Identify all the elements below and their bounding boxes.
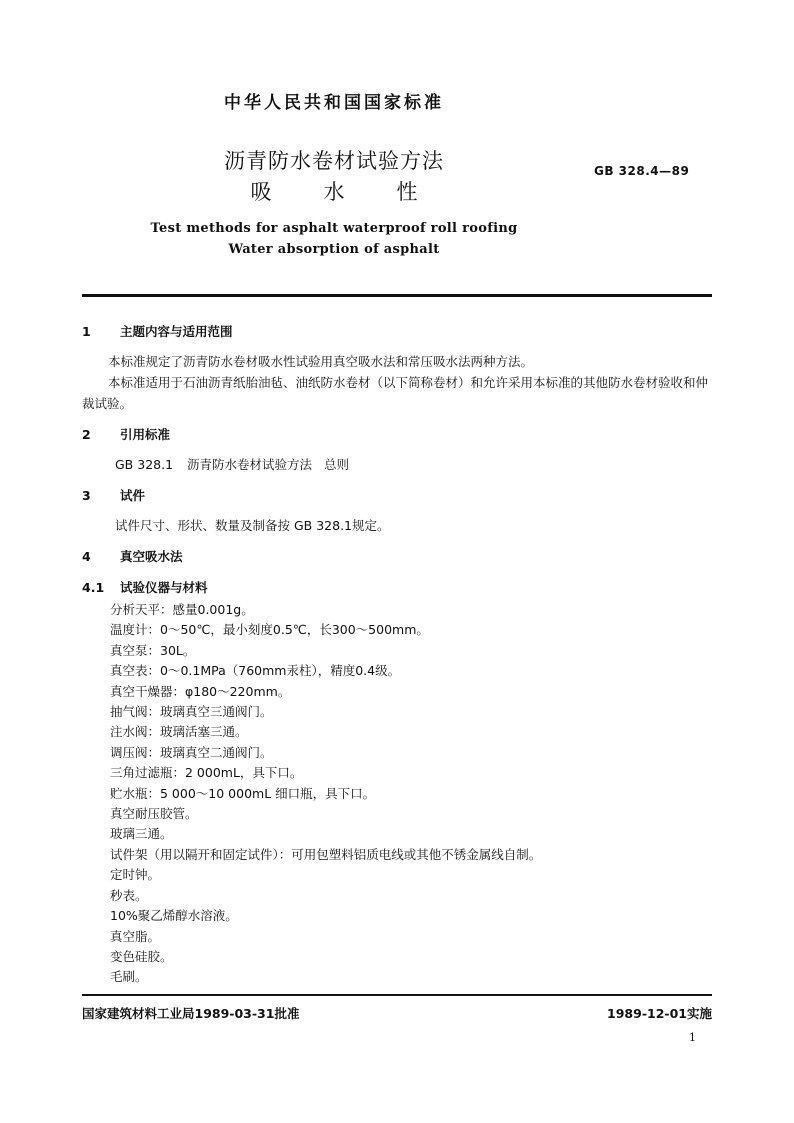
list-item: 注水阀：玻璃活塞三通。 [110,724,248,740]
document-body [82,322,712,988]
subtitle-char-1: 吸 [250,180,272,204]
section-number: 1 [82,324,91,339]
document-title: 沥青防水卷材试验方法 [224,149,444,173]
list-item: 秒表。 [110,887,148,903]
list-item: 试件架（用以隔开和固定试件）：可用包塑料铝质电线或其他不锈金属线自制。 [110,846,542,862]
section-title: 试验仪器与材料 [120,580,208,595]
page-number: 1 [689,1031,696,1044]
list-item: 抽气阀：玻璃真空三通阀门。 [110,704,273,720]
subtitle-char-2: 水 [323,180,345,204]
list-item: 毛刷。 [110,969,148,985]
section-heading [82,547,712,567]
list-item: 三角过滤瓶：2 000mL，具下口。 [110,765,303,781]
section-title: 试件 [120,488,146,503]
english-title: Test methods for asphalt waterproof roll roofing [150,221,518,236]
paragraph: 本标准适用于石油沥青纸胎油毡、油纸防水卷材（以下简称卷材）和允许采用本标准的其他防水卷材验收和仲裁试验。 [82,375,709,411]
list-item: 分析天平：感量0.001g。 [110,602,254,617]
list-item: 真空干燥器：φ180～220mm。 [110,683,291,699]
section-title: 引用标准 [120,427,171,442]
section-number: 3 [82,488,91,503]
list-item: 真空脂。 [110,928,161,944]
header-divider [82,294,712,297]
section-number: 4 [82,549,91,564]
subsection-heading [82,578,712,598]
list-item: 温度计：0～50℃，最小刻度0.5℃，长300～500mm。 [110,622,429,638]
paragraph: 本标准规定了沥青防水卷材吸水性试验用真空吸水法和常压吸水法两种方法。 [108,354,534,369]
section-heading [82,425,712,445]
list-item: 10%聚乙烯醇水溶液。 [110,908,238,924]
list-item: 玻璃三通。 [110,826,173,842]
list-item: 变色硅胶。 [110,948,173,964]
approval-statement: 国家建筑材料工业局1989-03-31批准 [82,1006,300,1021]
document-subtitle [0,176,668,206]
list-item: 真空耐压胶管。 [110,806,198,822]
reference-title: 沥青防水卷材试验方法 [187,457,313,472]
english-subtitle: Water absorption of asphalt [228,242,440,257]
normative-reference [82,454,712,475]
apparatus-list [82,600,712,988]
section-title: 真空吸水法 [120,549,183,564]
section-heading [82,486,712,506]
section-title: 主题内容与适用范围 [120,324,233,339]
section-number: 4.1 [82,580,105,595]
list-item: 贮水瓶：5 000～10 000mL 细口瓶，具下口。 [110,785,376,801]
list-item: 真空表：0～0.1MPa（760mm汞柱），精度0.4级。 [110,663,401,679]
subtitle-char-3: 性 [396,180,418,204]
list-item: 调压阀：玻璃真空二通阀门。 [110,744,273,760]
list-item: 定时钟。 [110,867,161,883]
list-item: 真空泵：30L。 [110,642,196,658]
reference-code: GB 328.1 [115,457,174,472]
paragraph: 试件尺寸、形状、数量及制备按 GB 328.1规定。 [115,518,390,533]
standard-number: GB 328.4—89 [594,164,690,178]
effective-date: 1989-12-01实施 [607,1006,712,1021]
issuing-country-heading: 中华人民共和国国家标准 [224,93,444,113]
footer-divider [82,994,712,996]
reference-part: 总则 [324,457,350,472]
section-number: 2 [82,427,91,442]
section-heading [82,322,712,342]
